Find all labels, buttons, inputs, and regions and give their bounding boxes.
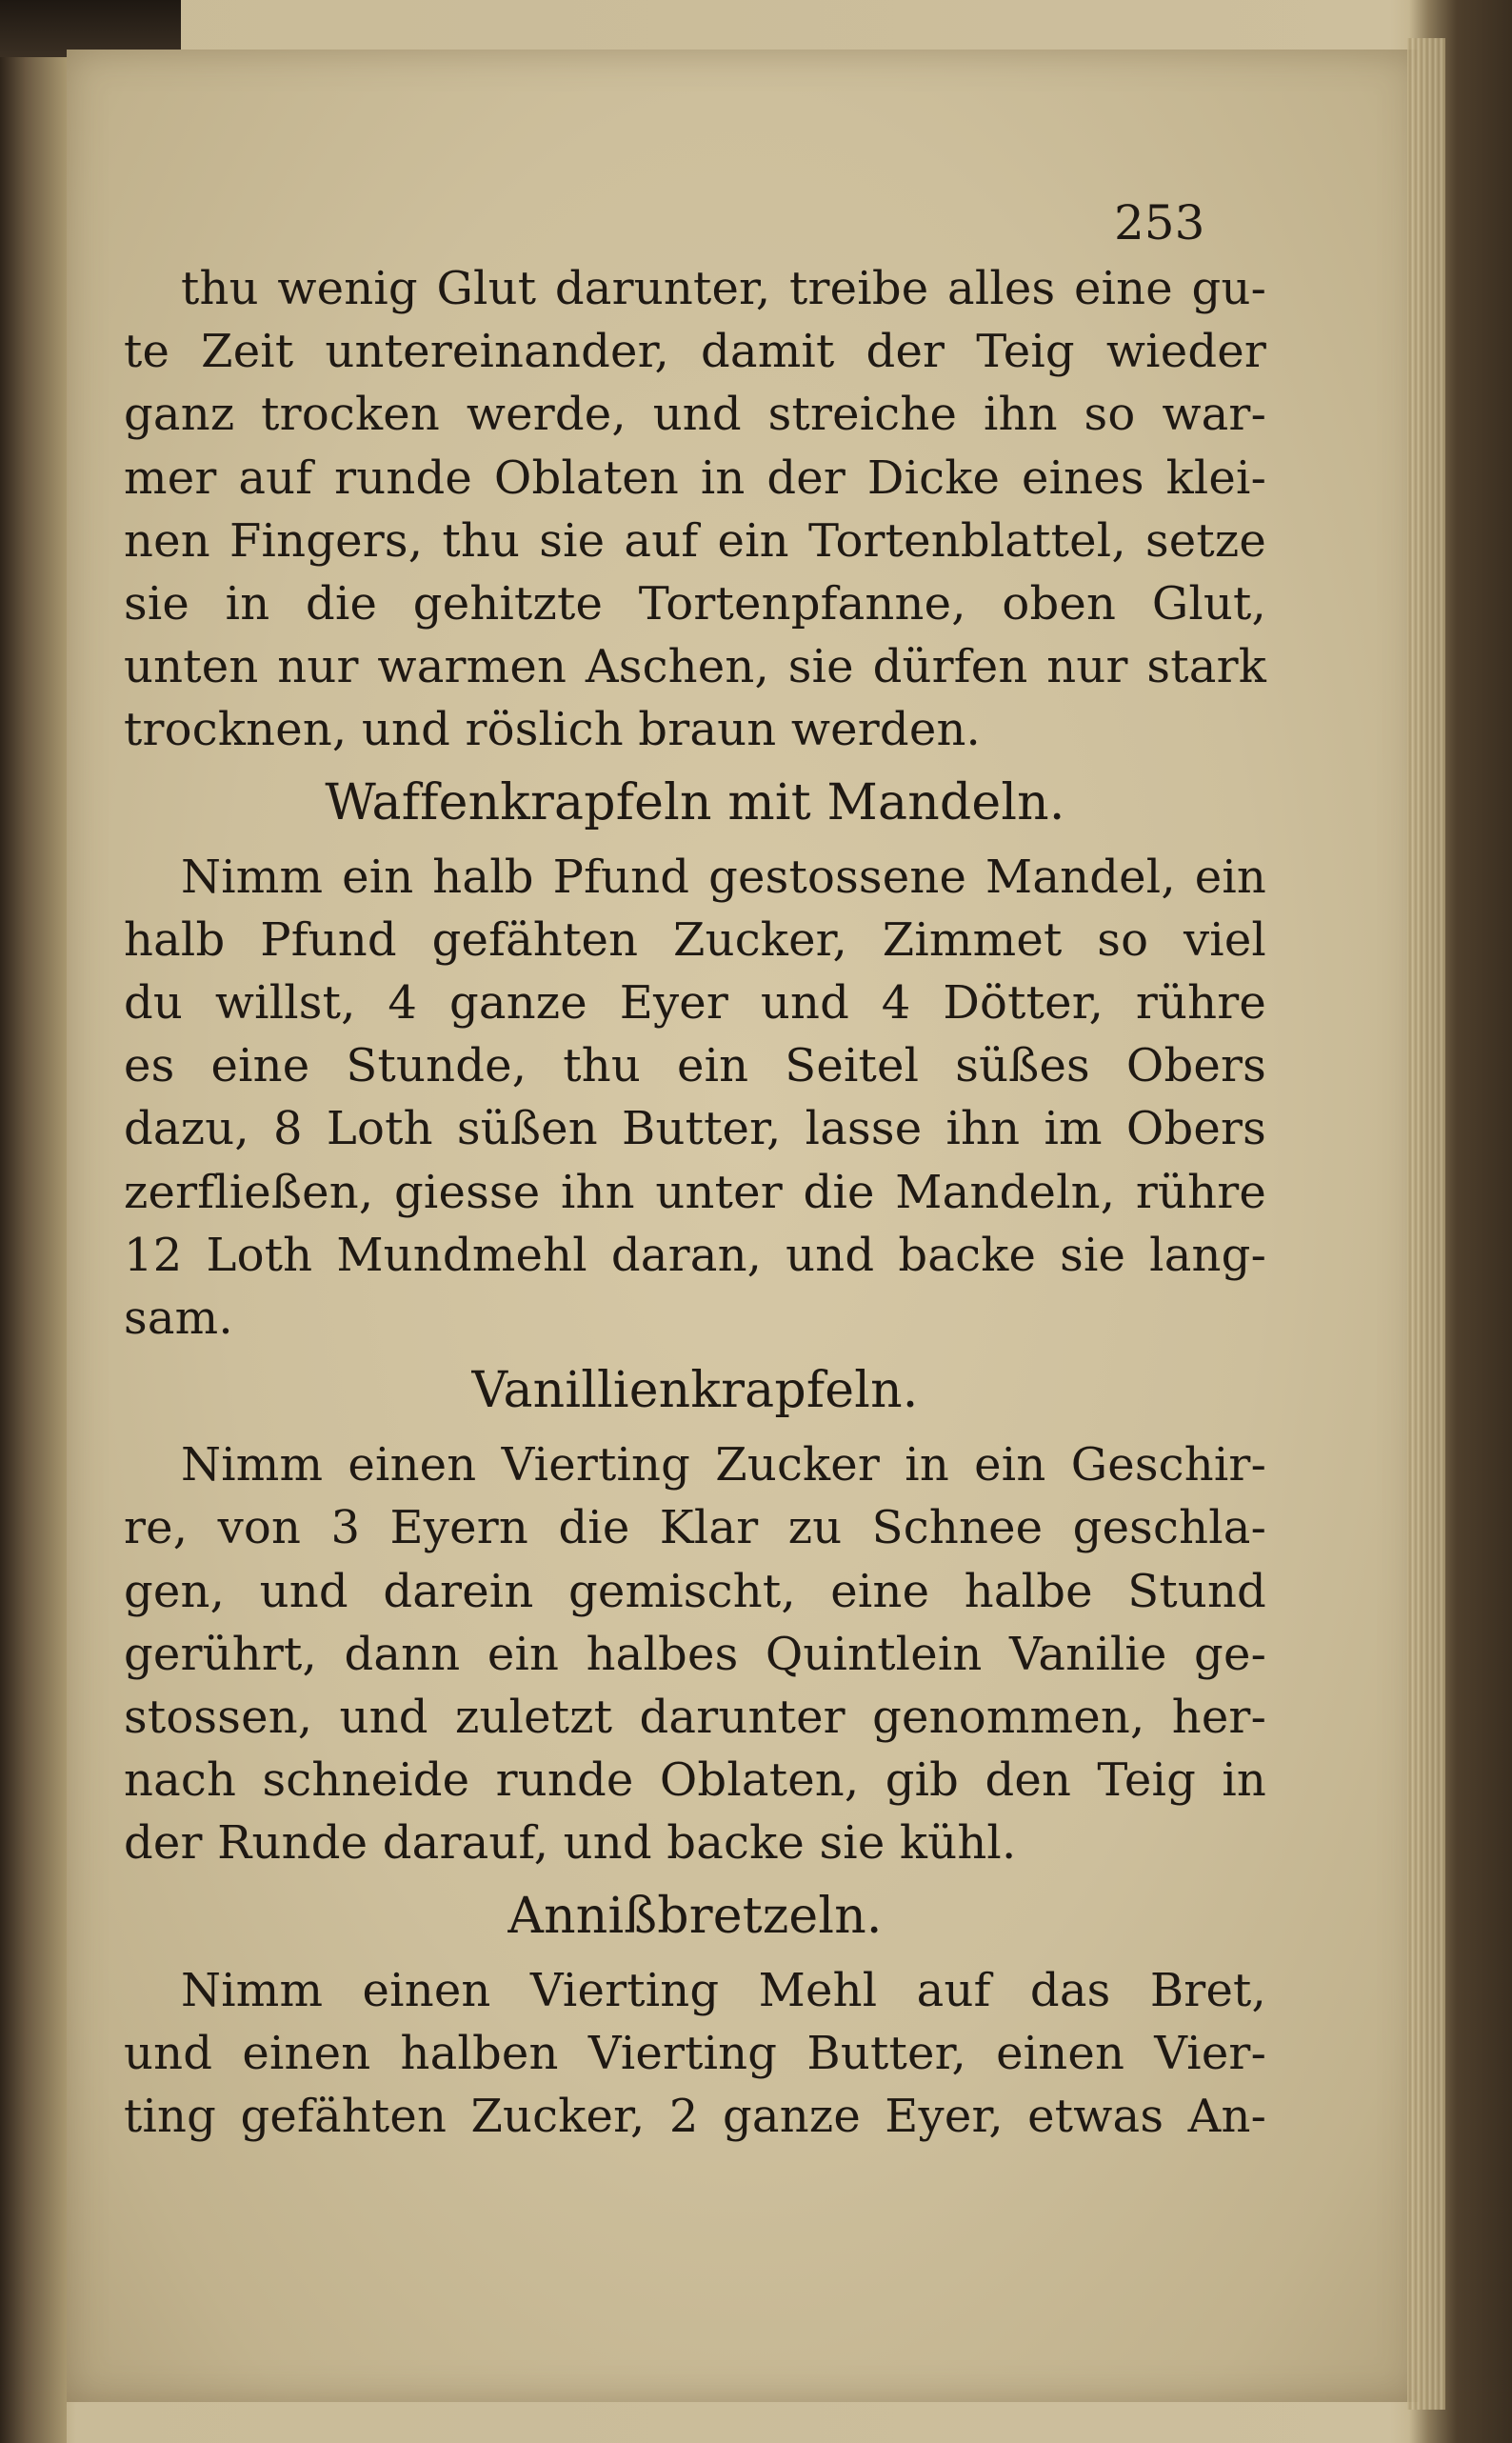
text-line: du willst, 4 ganze Eyer und 4 Dötter, rühre [124,976,1266,1031]
text-line: Nimm einen Vierting Zucker in ein Geschir- [181,1438,1266,1492]
paragraph-4 [124,1959,1266,2149]
text-line: sie in die gehitzte Tortenpfanne, oben Glut, [124,577,1266,631]
paragraph-1 [124,257,1266,762]
text-line: unten nur warmen Aschen, sie dürfen nur stark [124,640,1266,694]
text-line: Nimm ein halb Pfund gestossene Mandel, ein [181,850,1266,904]
text-line: gerührt, dann ein halbes Quintlein Vanilie ge- [124,1627,1266,1681]
text-line: mer auf runde Oblaten in der Dicke eines klei- [124,451,1266,505]
text-line: re, von 3 Eyern die Klar zu Schnee geschla- [124,1501,1266,1555]
paragraph-2 [124,846,1266,1351]
page-edges [1407,38,1445,2410]
heading-waffenkrapfeln: Waffenkrapfeln mit Mandeln. [325,773,1065,831]
page-text [124,190,1266,2148]
text-line: 12 Loth Mundmehl daran, und backe sie lang- [124,1228,1266,1282]
text-line: te Zeit untereinander, damit der Teig wieder [124,325,1266,379]
text-line: zerfließen, giesse ihn unter die Mandeln, rühre [124,1165,1266,1219]
text-line: halb Pfund gefähten Zucker, Zimmet so viel [124,912,1266,967]
book-binding [0,0,181,57]
left-page-edge [0,0,67,2443]
text-line: es eine Stunde, thu ein Seitel süßes Obers [124,1039,1266,1093]
text-line: sam. [124,1292,233,1346]
text-line: trocknen, und röslich braun werden. [124,703,982,757]
text-line: ting gefähten Zucker, 2 ganze Eyer, etwas An- [124,2090,1266,2144]
text-line: gen, und darein gemischt, eine halbe Stund [124,1564,1266,1618]
paragraph-3 [124,1433,1266,1874]
text-line: stossen, und zuletzt darunter genommen, her- [124,1691,1266,1745]
heading-annissbretzeln: Annißbretzeln. [507,1887,883,1945]
text-line: nach schneide runde Oblaten, gib den Teig in [124,1753,1266,1808]
text-line: ganz trocken werde, und streiche ihn so war- [124,388,1266,442]
text-line: dazu, 8 Loth süßen Butter, lasse ihn im Obers [124,1102,1266,1156]
text-line: Nimm einen Vierting Mehl auf das Bret, [181,1963,1266,2017]
text-line: und einen halben Vierting Butter, einen Vier- [124,2026,1266,2080]
text-line: thu wenig Glut darunter, treibe alles eine gu- [181,262,1266,315]
heading-vanillienkrapfeln: Vanillienkrapfeln. [471,1362,919,1420]
text-line: nen Fingers, thu sie auf ein Tortenblattel, setze [124,513,1266,568]
page-number: 253 [1114,195,1205,250]
text-line: der Runde darauf, und backe sie kühl. [124,1816,1017,1871]
